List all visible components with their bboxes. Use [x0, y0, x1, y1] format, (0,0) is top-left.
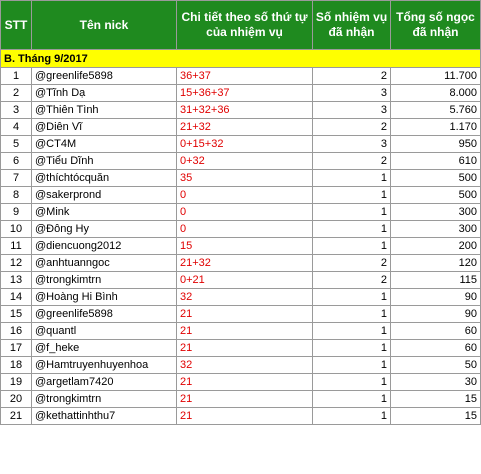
row-pearls: 50	[391, 357, 481, 374]
table-row	[1, 187, 481, 204]
row-nick: @Mink	[32, 204, 177, 221]
row-pearls: 5.760	[391, 102, 481, 119]
row-stt: 13	[1, 272, 32, 289]
row-tasks: 1	[313, 391, 391, 408]
row-stt: 11	[1, 238, 32, 255]
row-stt: 21	[1, 408, 32, 425]
table-row	[1, 357, 481, 374]
row-nick: @quantl	[32, 323, 177, 340]
row-tasks: 1	[313, 170, 391, 187]
row-pearls: 30	[391, 374, 481, 391]
table-row	[1, 102, 481, 119]
table-row	[1, 391, 481, 408]
row-detail: 0	[177, 221, 313, 238]
row-detail: 21	[177, 323, 313, 340]
row-stt: 7	[1, 170, 32, 187]
table-row	[1, 323, 481, 340]
row-nick: @greenlife5898	[32, 306, 177, 323]
row-nick: @Tĩnh Dạ	[32, 85, 177, 102]
row-pearls: 115	[391, 272, 481, 289]
row-detail: 0	[177, 204, 313, 221]
table-row	[1, 238, 481, 255]
row-stt: 14	[1, 289, 32, 306]
table-row	[1, 204, 481, 221]
row-stt: 18	[1, 357, 32, 374]
table-row	[1, 255, 481, 272]
row-detail: 21	[177, 306, 313, 323]
row-tasks: 2	[313, 255, 391, 272]
row-nick: @trongkimtrn	[32, 391, 177, 408]
row-tasks: 2	[313, 119, 391, 136]
header-nick: Tên nick	[32, 1, 177, 50]
row-detail: 0	[177, 187, 313, 204]
row-pearls: 300	[391, 221, 481, 238]
row-tasks: 3	[313, 102, 391, 119]
row-detail: 32	[177, 289, 313, 306]
row-tasks: 1	[313, 187, 391, 204]
row-detail: 21	[177, 408, 313, 425]
row-tasks: 2	[313, 68, 391, 85]
row-stt: 16	[1, 323, 32, 340]
table-row	[1, 170, 481, 187]
row-nick: @anhtuanngoc	[32, 255, 177, 272]
row-detail: 32	[177, 357, 313, 374]
row-stt: 10	[1, 221, 32, 238]
header-stt: STT	[1, 1, 32, 50]
row-nick: @CT4M	[32, 136, 177, 153]
row-detail: 21+32	[177, 119, 313, 136]
table-row	[1, 136, 481, 153]
table-row	[1, 306, 481, 323]
row-nick: @thíchtócquăn	[32, 170, 177, 187]
row-nick: @Diên Vĩ	[32, 119, 177, 136]
table-row	[1, 68, 481, 85]
row-nick: @trongkimtrn	[32, 272, 177, 289]
table-row	[1, 408, 481, 425]
row-nick: @greenlife5898	[32, 68, 177, 85]
row-detail: 31+32+36	[177, 102, 313, 119]
row-nick: @kethattinhthu7	[32, 408, 177, 425]
row-pearls: 60	[391, 323, 481, 340]
row-stt: 17	[1, 340, 32, 357]
row-detail: 35	[177, 170, 313, 187]
table-row	[1, 340, 481, 357]
section-label: B. Tháng 9/2017	[1, 50, 481, 68]
row-tasks: 1	[313, 306, 391, 323]
row-tasks: 1	[313, 357, 391, 374]
row-nick: @Hoàng Hi Bình	[32, 289, 177, 306]
row-detail: 15	[177, 238, 313, 255]
table-row	[1, 85, 481, 102]
row-stt: 2	[1, 85, 32, 102]
row-detail: 0+15+32	[177, 136, 313, 153]
row-pearls: 610	[391, 153, 481, 170]
row-detail: 15+36+37	[177, 85, 313, 102]
row-pearls: 90	[391, 289, 481, 306]
row-pearls: 90	[391, 306, 481, 323]
row-stt: 9	[1, 204, 32, 221]
row-tasks: 1	[313, 323, 391, 340]
row-tasks: 1	[313, 408, 391, 425]
row-detail: 21	[177, 391, 313, 408]
row-detail: 36+37	[177, 68, 313, 85]
row-detail: 21	[177, 374, 313, 391]
row-tasks: 2	[313, 153, 391, 170]
table-row	[1, 374, 481, 391]
row-stt: 19	[1, 374, 32, 391]
header-tasks: Số nhiệm vụ đã nhận	[313, 1, 391, 50]
section-row	[1, 50, 481, 68]
row-nick: @sakerprond	[32, 187, 177, 204]
row-pearls: 300	[391, 204, 481, 221]
header-detail: Chi tiết theo số thứ tự của nhiệm vụ	[177, 1, 313, 50]
row-nick: @argetlam7420	[32, 374, 177, 391]
row-stt: 5	[1, 136, 32, 153]
header-pearls: Tổng số ngọc đã nhận	[391, 1, 481, 50]
row-nick: @f_heke	[32, 340, 177, 357]
row-tasks: 1	[313, 340, 391, 357]
row-stt: 1	[1, 68, 32, 85]
table-row	[1, 272, 481, 289]
row-stt: 6	[1, 153, 32, 170]
table-row	[1, 289, 481, 306]
row-detail: 0+21	[177, 272, 313, 289]
row-nick: @Tiểu Dĩnh	[32, 153, 177, 170]
row-detail: 0+32	[177, 153, 313, 170]
row-stt: 4	[1, 119, 32, 136]
row-tasks: 1	[313, 374, 391, 391]
row-stt: 8	[1, 187, 32, 204]
table-row	[1, 119, 481, 136]
row-detail: 21	[177, 340, 313, 357]
table-row	[1, 221, 481, 238]
row-pearls: 120	[391, 255, 481, 272]
row-nick: @diencuong2012	[32, 238, 177, 255]
row-tasks: 1	[313, 204, 391, 221]
row-stt: 3	[1, 102, 32, 119]
row-pearls: 500	[391, 187, 481, 204]
row-tasks: 1	[313, 238, 391, 255]
row-nick: @Hamtruyenhuyenhoa	[32, 357, 177, 374]
row-stt: 15	[1, 306, 32, 323]
row-tasks: 1	[313, 289, 391, 306]
row-pearls: 11.700	[391, 68, 481, 85]
row-pearls: 15	[391, 391, 481, 408]
row-tasks: 1	[313, 221, 391, 238]
row-detail: 21+32	[177, 255, 313, 272]
row-stt: 20	[1, 391, 32, 408]
row-nick: @Đông Hy	[32, 221, 177, 238]
row-pearls: 1.170	[391, 119, 481, 136]
row-nick: @Thiên Tình	[32, 102, 177, 119]
table-row	[1, 153, 481, 170]
row-pearls: 60	[391, 340, 481, 357]
row-pearls: 950	[391, 136, 481, 153]
row-pearls: 8.000	[391, 85, 481, 102]
row-pearls: 200	[391, 238, 481, 255]
header-row	[1, 1, 481, 50]
row-stt: 12	[1, 255, 32, 272]
row-pearls: 500	[391, 170, 481, 187]
row-tasks: 3	[313, 136, 391, 153]
row-pearls: 15	[391, 408, 481, 425]
row-tasks: 3	[313, 85, 391, 102]
row-tasks: 2	[313, 272, 391, 289]
